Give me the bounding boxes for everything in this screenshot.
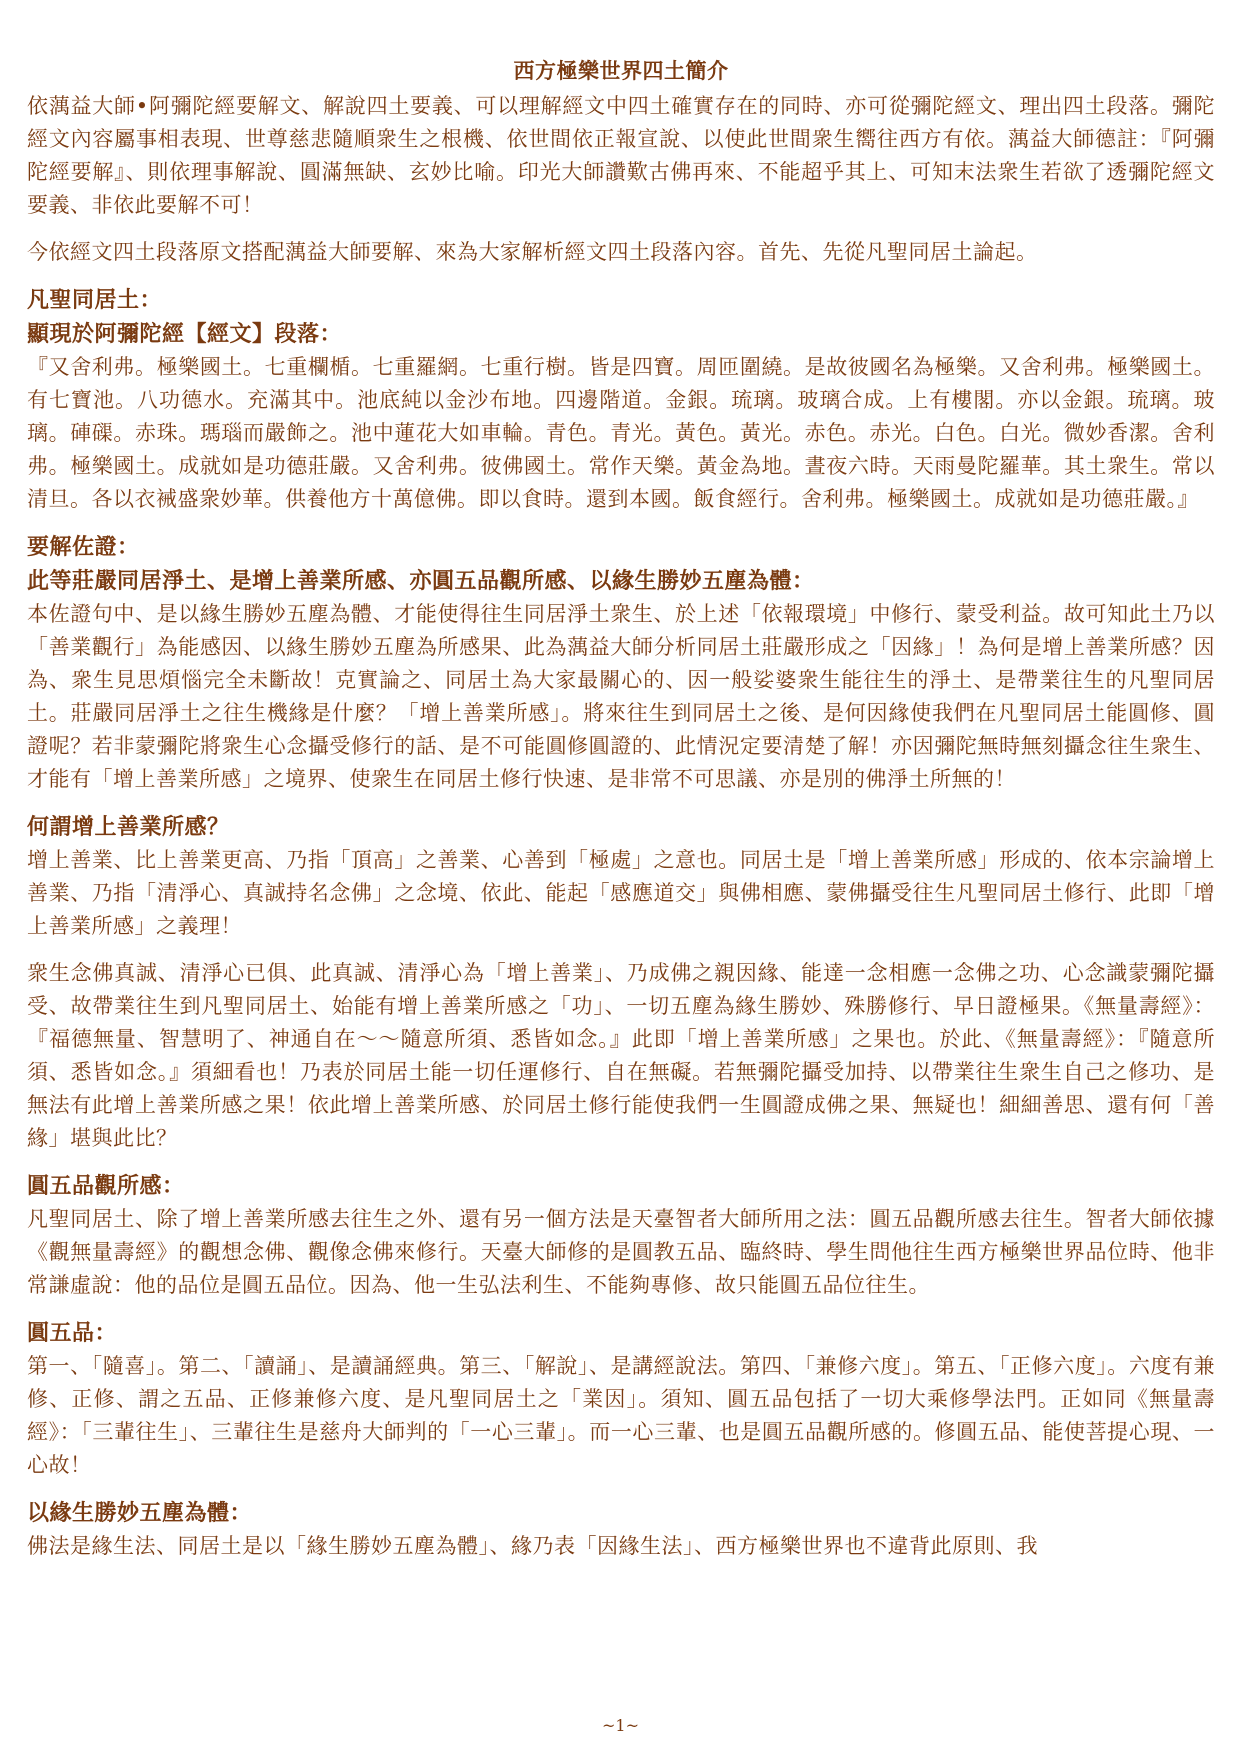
page-title: 西方極樂世界四土簡介 bbox=[513, 58, 729, 83]
section-6-paragraph: 佛法是緣生法、同居土是以「緣生勝妙五塵為體」、緣乃表「因緣生法」、西方極樂世界也不違背此原則、我 bbox=[27, 1534, 1038, 1558]
section-4-paragraph: 凡聖同居土、除了增上善業所感去往生之外、還有另一個方法是天臺智者大師所用之法：圓五品觀所感去往生。智者大師依據《觀無量壽經》的觀想念佛、觀像念佛來修行。天臺大師修的是圓教五品、臨終時、學生問他往生西方極樂世界品位時、他非常謙虛說：他的品位是圓五品位。因為、他一生弘法利生、不能夠專修、故只能圓五品位往生。 bbox=[27, 1207, 1215, 1297]
section-3-paragraph-2: 衆生念佛真誠、清淨心已俱、此真誠、清淨心為「增上善業」、乃成佛之親因緣、能達一念相應一念佛之功、心念識蒙彌陀攝受、故帶業往生到凡聖同居土、始能有增上善業所感之「功」、一切五塵為緣生勝妙、殊勝修行、早日證極果。《無量壽經》：『福德無量、智慧明了、神通自在～～隨意所須、悉皆如念。』此即「增上善業所感」之果也。於此、《無量壽經》：『隨意所須、悉皆如念。』須細看也！乃表於同居土能一切任運修行、自在無礙。若無彌陀攝受加持、以帶業往生衆生自己之修功、是無法有此增上善業所感之果！依此增上善業所感、於同居土修行能使我們一生圓證成佛之果、無疑也！細細善思、還有何「善緣」堪與此比？ bbox=[27, 961, 1215, 1150]
intro-paragraph-1: 依蕅益大師•阿彌陀經要解文、解說四土要義、可以理解經文中四土確實存在的同時、亦可從彌陀經文、理出四土段落。彌陀經文內容屬事相表現、世尊慈悲隨順衆生之根機、依世間依正報宣說、以使此世間衆生嚮往西方有依。蕅益大師德註：『阿彌陀經要解』、則依理事解說、圓滿無缺、玄妙比喻。印光大師讚歎古佛再來、不能超乎其上、可知末法衆生若欲了透彌陀經文要義、非依此要解不可！ bbox=[27, 94, 1215, 217]
section-1-heading-1: 凡聖同居土： bbox=[27, 287, 163, 313]
document-page bbox=[27, 56, 1215, 1577]
section-6-heading: 以緣生勝妙五塵為體： bbox=[27, 1500, 253, 1526]
section-2-heading-2: 此等莊嚴同居淨土、是增上善業所感、亦圓五品觀所感、以緣生勝妙五塵為體： bbox=[27, 568, 815, 594]
section-4-heading: 圓五品觀所感： bbox=[27, 1173, 185, 1199]
page-number: ~1~ bbox=[602, 1716, 639, 1735]
section-2-paragraph: 本佐證句中、是以緣生勝妙五塵為體、才能使得往生同居淨土衆生、於上述「依報環境」中修行、蒙受利益。故可知此土乃以「善業觀行」為能感因、以緣生勝妙五塵為所感果、此為蕅益大師分析同居土莊嚴形成之「因緣」！為何是增上善業所感？因為、衆生見思煩惱完全未斷故！克實論之、同居土為大家最關心的、因一般娑婆衆生能往生的淨土、是帶業往生的凡聖同居土。莊嚴同居淨土之往生機緣是什麼？「增上善業所感」。將來往生到同居土之後、是何因緣使我們在凡聖同居土能圓修、圓證呢？若非蒙彌陀將衆生心念攝受修行的話、是不可能圓修圓證的、此情況定要清楚了解！亦因彌陀無時無刻攝念往生衆生、才能有「增上善業所感」之境界、使衆生在同居土修行快速、是非常不可思議、亦是別的佛淨土所無的！ bbox=[27, 602, 1215, 791]
section-5-paragraph: 第一、「隨喜」。第二、「讀誦」、是讀誦經典。第三、「解說」、是講經說法。第四、「兼修六度」。第五、「正修六度」。六度有兼修、正修、謂之五品、正修兼修六度、是凡聖同居土之「業因」。須知、圓五品包括了一切大乘修學法門。正如同《無量壽經》：「三輩往生」、三輩往生是慈舟大師判的「一心三輩」。而一心三輩、也是圓五品觀所感的。修圓五品、能使菩提心現、一心故！ bbox=[27, 1354, 1215, 1477]
section-3-paragraph-1: 增上善業、比上善業更高、乃指「頂高」之善業、心善到「極處」之意也。同居土是「增上善業所感」形成的、依本宗論增上善業、乃指「清淨心、真誠持名念佛」之念境、依此、能起「感應道交」與佛相應、蒙佛攝受往生凡聖同居土修行、此即「增上善業所感」之義理！ bbox=[27, 848, 1215, 938]
section-2-heading-1: 要解佐證： bbox=[27, 534, 140, 560]
section-3-heading: 何謂增上善業所感？ bbox=[27, 814, 230, 840]
section-5-heading: 圓五品： bbox=[27, 1320, 118, 1346]
sutra-quote-paragraph: 『又舍利弗。極樂國土。七重欄楯。七重羅網。七重行樹。皆是四寶。周匝圍繞。是故彼國名為極樂。又舍利弗。極樂國土。有七寶池。八功德水。充滿其中。池底純以金沙布地。四邊階道。金銀。琉璃。玻璃合成。上有樓閣。亦以金銀。琉璃。玻璃。硨磲。赤珠。瑪瑙而嚴飾之。池中蓮花大如車輪。青色。青光。黃色。黃光。赤色。赤光。白色。白光。微妙香潔。舍利弗。極樂國土。成就如是功德莊嚴。又舍利弗。彼佛國土。常作天樂。黃金為地。晝夜六時。天雨曼陀羅華。其土衆生。常以清旦。各以衣裓盛衆妙華。供養他方十萬億佛。即以食時。還到本國。飯食經行。舍利弗。極樂國土。成就如是功德莊嚴。』 bbox=[27, 355, 1215, 511]
intro-paragraph-2: 今依經文四土段落原文搭配蕅益大師要解、來為大家解析經文四土段落內容。首先、先從凡聖同居土論起。 bbox=[27, 240, 1038, 264]
section-1-heading-2: 顯現於阿彌陀經【經文】段落： bbox=[27, 321, 343, 347]
